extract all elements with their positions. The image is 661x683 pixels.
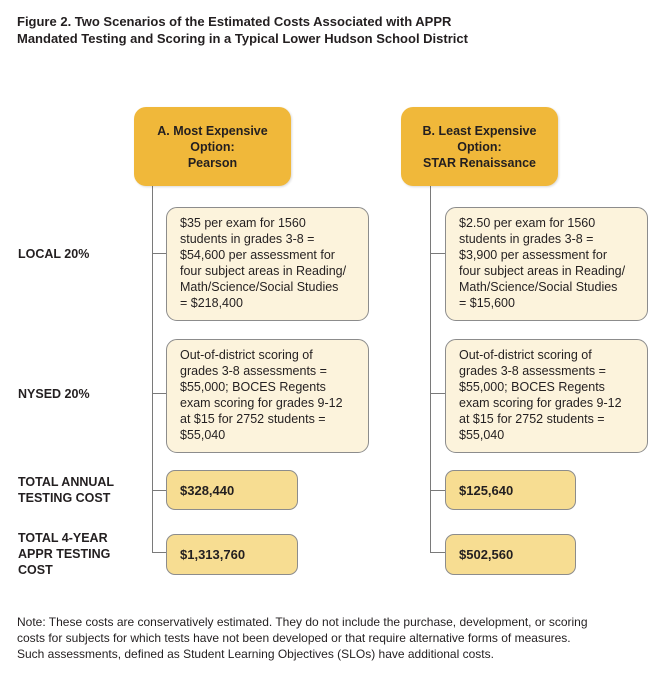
box-line: $2.50 per exam for 1560 [459, 216, 596, 230]
option-a-total-4year [166, 534, 298, 575]
option-b-header-line: Option: [457, 139, 502, 154]
box-line: Out-of-district scoring of [180, 348, 313, 362]
row-label-total-annual [18, 474, 114, 506]
option-a-total-annual [166, 470, 298, 510]
box-line: grades 3-8 assessments = [459, 364, 606, 378]
connector-branch-b-total-4year [430, 552, 445, 553]
option-b-local-box [445, 207, 648, 321]
box-line: = $15,600 [459, 296, 515, 310]
row-label-line: COST [18, 563, 53, 577]
box-line: Math/Science/Social Studies [459, 280, 618, 294]
box-line: students in grades 3-8 = [459, 232, 594, 246]
row-label-line: NYSED 20% [18, 387, 90, 401]
row-label-line: TESTING COST [18, 491, 111, 505]
box-line: Math/Science/Social Studies [180, 280, 339, 294]
connector-trunk-a [152, 186, 153, 552]
total-value: $328,440 [180, 482, 235, 498]
option-a-header-line: Option: [190, 139, 235, 154]
box-line: $54,600 per assessment for [180, 248, 335, 262]
box-line: $55,040 [180, 428, 226, 442]
box-line: grades 3-8 assessments = [180, 364, 327, 378]
box-line: at $15 for 2752 students = [180, 412, 326, 426]
box-line: at $15 for 2752 students = [459, 412, 605, 426]
box-line: $55,000; BOCES Regents [180, 380, 326, 394]
connector-branch-b-local [430, 253, 445, 254]
option-a-local-box [166, 207, 369, 321]
connector-branch-a-total-4year [152, 552, 166, 553]
total-value: $502,560 [459, 547, 514, 562]
connector-branch-a-total-annual [152, 490, 166, 491]
total-value: $125,640 [459, 482, 514, 498]
box-line: four subject areas in Reading/ [459, 264, 626, 278]
option-a-header [134, 107, 291, 186]
box-line: $3,900 per assessment for [459, 248, 607, 262]
box-line: exam scoring for grades 9-12 [459, 396, 622, 410]
option-b-header [401, 107, 558, 186]
connector-branch-a-nysed [152, 393, 166, 394]
connector-branch-a-local [152, 253, 166, 254]
option-b-header-line: STAR Renaissance [422, 155, 536, 170]
footnote-line: costs for subjects for which tests have not been developed or that require alternative forms of measures. [17, 631, 571, 645]
footnote-line: Such assessments, defined as Student Learning Objectives (SLOs) have additional costs. [17, 647, 494, 661]
total-value: $1,313,760 [180, 547, 246, 562]
option-a-header-line: A. Most Expensive [157, 123, 268, 138]
box-line: $35 per exam for 1560 [180, 216, 306, 230]
figure-title-line: Mandated Testing and Scoring in a Typical Lower Hudson School District [17, 31, 468, 46]
box-line: = $218,400 [180, 296, 243, 310]
box-line: Out-of-district scoring of [459, 348, 592, 362]
box-line: $55,040 [459, 428, 505, 442]
connector-branch-b-total-annual [430, 490, 445, 491]
option-b-total-4year [445, 534, 576, 575]
row-label-total-4year [18, 530, 110, 578]
figure-title [17, 13, 637, 47]
option-a-nysed-box [166, 339, 369, 453]
row-label-line: TOTAL 4-YEAR [18, 531, 108, 545]
box-line: exam scoring for grades 9-12 [180, 396, 343, 410]
row-label-line: APPR TESTING [18, 547, 111, 561]
row-label-line: TOTAL ANNUAL [18, 475, 115, 489]
row-label-line: LOCAL 20% [18, 247, 90, 261]
option-a-header-line: Pearson [187, 155, 238, 170]
connector-branch-b-nysed [430, 393, 445, 394]
footnote-line: Note: These costs are conservatively estimated. They do not include the purchase, development, or scoring [17, 615, 588, 629]
option-b-header-line: B. Least Expensive [422, 123, 537, 138]
footnote [17, 614, 647, 662]
row-label-nysed [18, 386, 90, 402]
option-b-nysed-box [445, 339, 648, 453]
connector-trunk-b [430, 186, 431, 552]
box-line: $55,000; BOCES Regents [459, 380, 605, 394]
figure-title-line: Figure 2. Two Scenarios of the Estimated Costs Associated with APPR [17, 14, 452, 29]
row-label-local [18, 246, 89, 262]
box-line: students in grades 3-8 = [180, 232, 315, 246]
option-b-total-annual [445, 470, 576, 510]
box-line: four subject areas in Reading/ [180, 264, 347, 278]
